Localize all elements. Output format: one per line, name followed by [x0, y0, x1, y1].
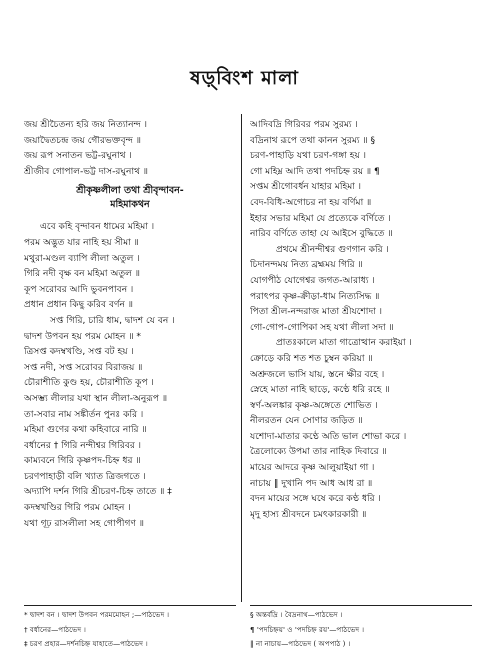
verse-line: অশ্রুজলে ভাসি যায়, স্তনে ক্ষীর বহে ।	[250, 369, 385, 380]
verse-line: নারিব বর্ণিতে তাহা যে আইসে বুদ্ধিতে ॥	[250, 229, 393, 240]
verse-line: স্বর্ণ-অলঙ্কার কৃষ্ণ-অঙ্গেতে শোভিত ।	[250, 400, 378, 411]
verse-line: ত্রিসপ্ত কদম্বখণ্ডি, সপ্ত বট হয় ।	[24, 347, 134, 358]
verse-line: মহিমা গুণের কথা কহিবারে নারি ॥	[24, 425, 147, 436]
right-column	[250, 118, 472, 523]
verse-line: তা-সবার নাম সঙ্কীর্তন পুনঃ করি ।	[24, 409, 144, 420]
verse-line: মৃদু হাস্য শ্রীবদনে চমৎকারকারী ॥	[250, 509, 367, 520]
footnote-rule	[250, 605, 472, 606]
footnote: * দ্বাদশ বন । দ্বাদশ উপবন পরমমোহন ;—পাঠভেদ ।	[24, 610, 170, 619]
verse-line: ত্রৈলোক্যে উপমা তার নাহিক দিবারে ॥	[250, 447, 387, 458]
verse-line: কাম্যবনে গিরি কৃষ্ণপদ-চিহ্ন ধর ॥	[24, 456, 141, 467]
section-heading-sub: মহিমাকথন	[110, 199, 150, 211]
intro-line: জয় রূপ সনাতন ভট্ট-রঘুনাথ ।	[24, 151, 132, 162]
verse-line: কূপ সরোবর আদি ভুবনপাবন ।	[24, 284, 134, 295]
footnote: ‡ চরণ প্রহার—দর্শনচিহ্ন যাহাতে—পাঠভেদ ।	[24, 639, 148, 648]
verse-line: চিদানন্দময় নিত্য ব্রহ্মময় গিরি ॥	[250, 260, 363, 271]
verse-line: গো-গোপ-গোপিকা সহ যথা লীলা সদা ॥	[250, 322, 394, 333]
section-heading: শ্রীকৃষ্ণলীলা তথা শ্রীবৃন্দাবন-	[76, 185, 184, 197]
verse-line: আদিবদ্রি গিরিবর পরম সুরম্য ।	[250, 120, 358, 130]
verse-line: সপ্ত নদী, সপ্ত সরোবর বিরাজয় ॥	[24, 362, 143, 373]
verse-line: মায়ের আদরে কৃষ্ণ আলুয়াইয়া গা ।	[250, 463, 375, 474]
verse-line: যশোদা-মাতার কণ্ঠে অতি ভাল শোভা করে ।	[250, 431, 407, 442]
verse-line: যোগপীঠ যোগেশ্বর জগত-আরাধ্য ।	[250, 275, 375, 286]
footnote: † বর্ধানের—পাঠভেদ ।	[24, 624, 86, 634]
verse-line: সপ্তম শ্রীগোবর্ধন যাহার মহিমা ।	[250, 182, 362, 193]
verse-line: চৌরাশীতি কুণ্ড হয়, চৌরাশীতি কূপ ।	[24, 378, 154, 389]
verse-line: প্রথমে শ্রীনন্দীশ্বর গুণগান করি ।	[276, 244, 389, 255]
verse-line: ক্রোড়ে করি শত শত চুম্বন করিয়া ॥	[250, 353, 373, 364]
verse-line: বদ্রিনাথ রূপে তথা কানন সুরম্য ॥ §	[250, 135, 376, 146]
verse-line: কদম্বখণ্ডির গিরি পরম মোহন ।	[24, 503, 131, 514]
verse-line: সপ্ত গিরি, চারি ধাম, দ্বাদশ যে বন ।	[50, 315, 175, 326]
verse-line: বেদ-বিধি-অগোচর না হয় বর্ণিমা ॥	[250, 197, 372, 208]
verse-line: গো মহিম্ন আদি তথা পদচিহ্ন রয় ॥ ¶	[250, 166, 380, 177]
verse-line: দ্বাদশ উপবন হয় পরম মোহন ॥ *	[24, 331, 141, 342]
intro-line: জয় শ্রীচৈতন্য হরি জয় নিত্যানন্দ ।	[24, 120, 147, 130]
verse-line: পিতা শ্রীল-নন্দরাজ মাতা শ্রীযশোদা ।	[250, 307, 382, 318]
footnote: ‖ না নাচায়—পাঠভেদ ( অপপাঠ ) ।	[250, 639, 351, 648]
verse-line: গিরি নদী বৃক্ষ বন মহিমা অতুল ॥	[24, 269, 140, 280]
verse-line: বদন মায়ের সঙ্গে ঘষে করে কণ্ঠ ধরি ।	[250, 494, 381, 505]
footnote: § অন্তর্বদ্রি । বৈদ্রনাথ—পাঠভেদ ।	[250, 610, 343, 619]
verse-line: প্রাতঃকালে মাতা গাত্রোত্থান করাইয়া ।	[276, 338, 412, 349]
page-title: ষড়্‌বিংশ মালা	[190, 67, 299, 89]
verse-line: ইহার সভার মহিমা যে প্রত্যেকে বর্ণিতে ।	[250, 213, 391, 224]
verse-line: চরণ-পাহাড়ি যথা চরণ-গঙ্গা হয় ।	[250, 151, 367, 162]
verse-line: পরম অদ্ভুত যার নাহি হয় সীমা ॥	[24, 237, 139, 248]
verse-line: চরণপাহাড়ী বলি খ্যাত ত্রিজগতে ।	[24, 471, 146, 482]
verse-line: পরাৎপর কৃষ্ণ-ক্রীড়া-ধাম নিত্যসিদ্ধ ॥	[250, 291, 380, 302]
verse-line: নীলরতন যেন সোণার জড়িত ॥	[250, 416, 363, 427]
column-divider	[241, 114, 242, 602]
verse-line: বর্ধানের † গিরি নন্দীশ্বর গিরিবর ।	[24, 440, 142, 451]
verse-line: স্নেহে মাতা নাহি ছাড়ে, কণ্ঠে ধরি রহে ॥	[250, 385, 390, 396]
intro-line: জয়াদ্বৈতচন্দ্র জয় গৌরভক্তবৃন্দ ॥	[24, 135, 141, 146]
verse-line: এবে কহি বৃন্দাবন ধামের মহিমা ।	[40, 222, 155, 233]
verse-line: মথুরা-মণ্ডল ব্যাপি লীলা অতুল ।	[24, 253, 140, 264]
verse-line: প্রধান প্রধান কিছু করিব বর্ণন ॥	[24, 300, 133, 311]
footnote: ¶ 'পদচিহ্নয়' ও 'পদচিহ্ন রয়'—পাঠভেদ ।	[250, 624, 365, 634]
footnotes-right	[250, 608, 472, 652]
verse-line: অদ্যাপি দর্শন গিরি শ্রীচরণ-চিহ্ন তাতে ॥ ‡	[24, 487, 172, 498]
verse-line: নাচায় ‖ দুখানি পদ আধ আধ রা ॥	[250, 478, 373, 489]
intro-line: শ্রীজীব গোপাল-ভট্ট দাস-রঘুনাথ ॥	[24, 166, 149, 177]
left-column	[24, 118, 236, 532]
footnotes-left	[24, 608, 236, 652]
footnote-rule	[24, 605, 236, 606]
verse-line: অসম্ভ্য লীলার যথা স্থান লীলা-অনুরূপ ॥	[24, 393, 168, 404]
verse-line: যথা গূঢ় রাসলীলা সহ গোপীগণ ॥	[24, 518, 145, 529]
